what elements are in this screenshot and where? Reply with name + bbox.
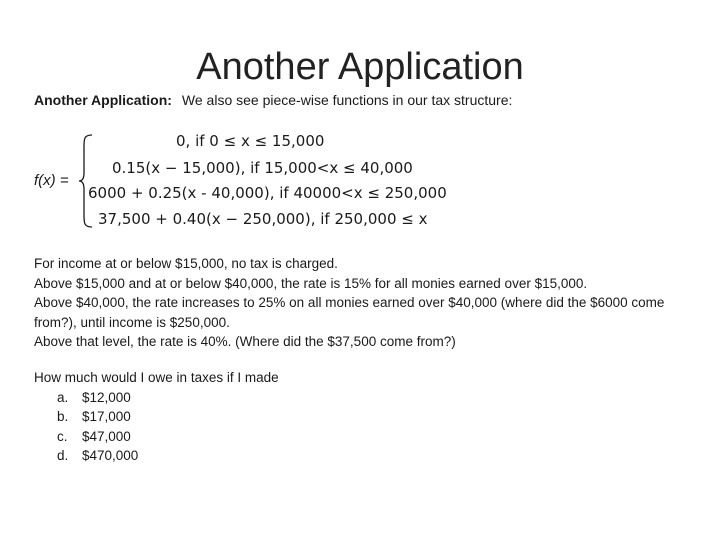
list-item	[34, 427, 279, 447]
list-item	[34, 446, 279, 466]
list-item	[34, 407, 279, 427]
explanation-line: Above $40,000, the rate increases to 25% on all monies earned over $40,000 (where did the $6000 come from?), until income is $250,000.	[34, 295, 665, 330]
list-marker: d.	[57, 448, 69, 463]
list-marker: b.	[57, 409, 69, 424]
explanation-line: Above that level, the rate is 40%. (Where did the $37,500 come from?)	[34, 334, 456, 349]
intro-label: Another Application:	[34, 92, 172, 108]
function-case-2: 0.15(x − 15,000), if 15,000<x ≤ 40,000	[112, 159, 413, 177]
list-value: $470,000	[82, 448, 139, 463]
list-item	[34, 388, 279, 408]
function-case-3: 6000 + 0.25(x - 40,000), if 40000<x ≤ 250,000	[88, 184, 447, 202]
slide-title: Another Application	[196, 46, 524, 88]
intro-line	[34, 92, 512, 108]
piecewise-brace	[78, 133, 94, 229]
list-value: $17,000	[82, 409, 131, 424]
list-marker: c.	[57, 428, 68, 444]
function-case-4: 37,500 + 0.40(x − 250,000), if 250,000 ≤ x	[98, 210, 428, 228]
list-marker: a.	[57, 389, 69, 405]
intro-text: We also see piece-wise functions in our tax structure:	[181, 92, 513, 108]
question-prompt: How much would I owe in taxes if I made	[34, 370, 279, 385]
explanation-line: Above $15,000 and at or below $40,000, the rate is 15% for all monies earned over $15,000.	[34, 275, 588, 291]
function-case-1: 0, if 0 ≤ x ≤ 15,000	[176, 132, 325, 150]
function-lhs: f(x) =	[34, 172, 69, 189]
explanation-line: For income at or below $15,000, no tax is charged.	[34, 256, 338, 271]
list-value: $47,000	[82, 428, 131, 444]
list-value: $12,000	[82, 389, 131, 405]
answer-list	[34, 388, 279, 466]
question-block	[34, 368, 279, 466]
explanation-block	[34, 254, 706, 352]
